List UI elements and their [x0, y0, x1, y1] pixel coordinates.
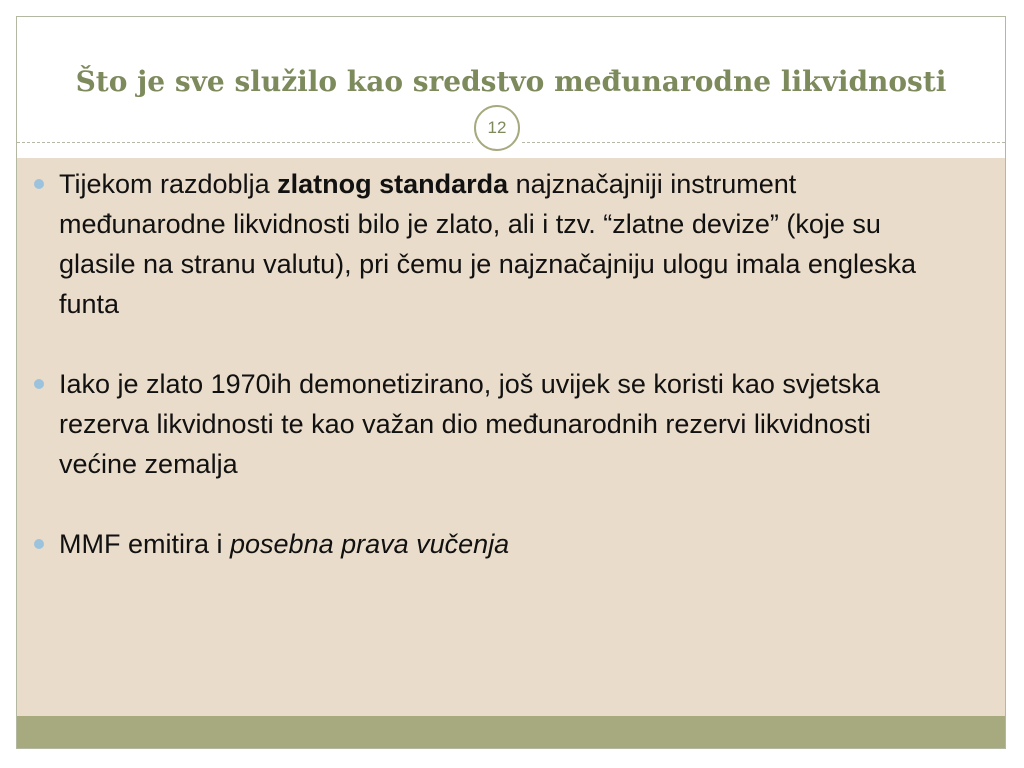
slide-title: Što je sve služilo kao sredstvo međunarodne likvidnosti [75, 65, 947, 98]
bullet-item-gold-standard [32, 164, 949, 324]
bullet-item-imf-sdr [32, 524, 952, 564]
page-number-badge [469, 100, 525, 156]
bullet-text: MMF emitira i [59, 529, 230, 559]
bullet-item-gold-demonetized [32, 364, 919, 484]
round-bullet-icon [34, 379, 44, 389]
round-bullet-icon [34, 179, 44, 189]
bullet-text: Tijekom razdoblja [59, 169, 278, 199]
bullet-text-bold: zlatnog standarda [277, 169, 509, 199]
bullet-text: najznačajniji instrument međunarodne likvidnosti bilo je zlato, ali i tzv. “zlatne devize” (koje su glasile na stranu valutu), pri čemu je najznačajniju ulogu imala engleska funta [59, 169, 916, 319]
page-number: 12 [474, 105, 520, 151]
bottom-bar [17, 716, 1005, 749]
bullet-text: Iako je zlato 1970ih demonetizirano, još uvijek se koristi kao svjetska rezerva likvidnosti te kao važan dio međunarodnih rezervi likvidnosti većine zemalja [59, 369, 880, 479]
round-bullet-icon [34, 539, 44, 549]
bullet-list [32, 164, 952, 564]
bullet-text-italic: posebna prava vučenja [230, 529, 510, 559]
